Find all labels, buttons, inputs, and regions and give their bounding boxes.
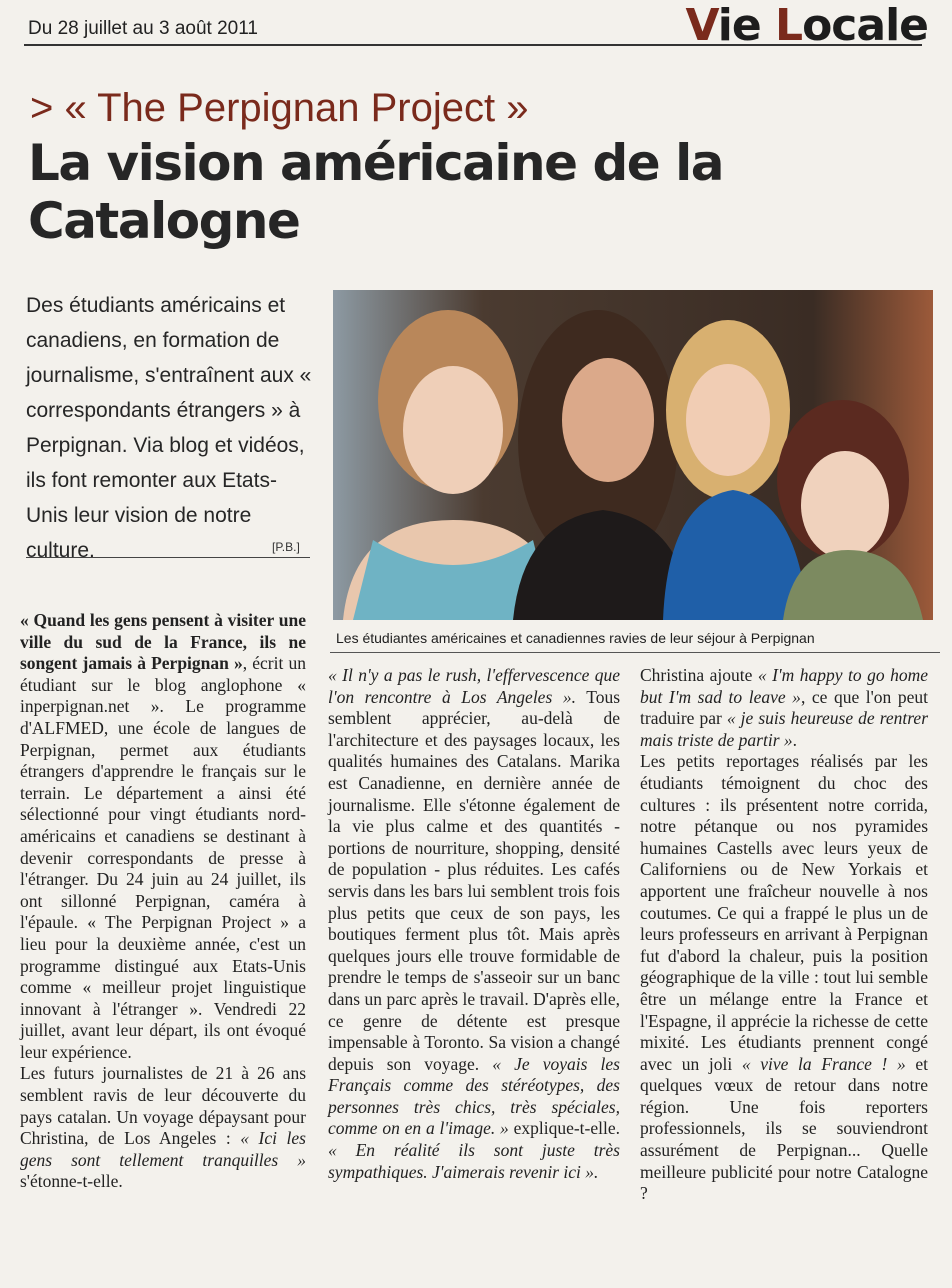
column-3-p2-text: Les petits reportages réalisés par les étudiants témoignent du choc des cultures : ils présentent notre corrida, notre pétanque ou nos pyramides humaines Castells avec leurs yeux de Californiens ou de New Yorkais et apportent une fraîcheur nouvelle à nos coutumes. Ce qui a frappé le plus un de leurs professeurs en arrivant à Perpignan fut d'abord la chaleur, puis la position géographique de la ville : tout lui semble être un mélange entre la France et l'Espagne, il apprécie la richesse de cette mixité. Les étudiants prennent congé avec un joli — [640, 751, 928, 1074]
section-title — [685, 0, 928, 51]
column-2-text-2: explique-t-elle. — [508, 1118, 620, 1139]
column-3-p2-end: et quelques vœux de retour dans notre région. Une fois reporters professionnels, ils se souviendront assurément de Perpignan... Quelle meilleure publicité pour notre Catalogne ? — [640, 1053, 929, 1204]
column-3-p1-mid: , ce que l'on peut traduire par — [640, 686, 928, 729]
christina-quote: « Ici les gens sont tellement tranquilles » — [20, 1128, 306, 1170]
section-title-mid: ie — [717, 0, 776, 51]
quote-los-angeles: « Il n'y a pas le rush, l'effervescence que l'on rencontre à Los Angeles ». — [328, 665, 620, 707]
lead-quote: « Quand les gens pensent à visiter une ville du sud de la France, ils ne songent jamais à Perpignan » — [20, 610, 306, 674]
article-standfirst: Des étudiants américains et canadiens, en formation de journalisme, s'entraînent aux « correspondants étrangers » à Perpignan. Via blog et vidéos, ils font remonter aux Etats-Unis leur vision de notre culture. — [26, 294, 312, 562]
column-1-paragraph-1 — [20, 610, 306, 1063]
quote-translation: « je suis heureuse de rentrer mais triste de partir » — [640, 708, 929, 750]
column-2-paragraph — [328, 665, 620, 1183]
photo-illustration — [333, 290, 933, 620]
section-title-initial-l: L — [775, 0, 803, 51]
quote-happy-to-go-home: « I'm happy to go home but I'm sad to leave » — [640, 665, 928, 707]
quote-sympathiques: « En réalité ils sont juste très sympathiques. J'aimerais revenir ici ». — [328, 1140, 620, 1182]
column-3-paragraph-1 — [640, 665, 928, 751]
article-photo — [333, 290, 933, 620]
column-3-p1-start: Christina ajoute — [640, 665, 758, 685]
article-headline: La vision américaine de la Catalogne — [28, 134, 723, 250]
author-credit: [P.B.] — [272, 540, 300, 554]
column-1-p2-start: Les futurs journalistes de 21 à 26 ans semblent ravis de leur découverte du pays catalan. Un voyage dépaysant pour Christina, de Los Angeles : — [20, 1063, 306, 1149]
section-title-rest: ocale — [802, 0, 928, 51]
quote-vive-la-france: « vive la France ! » — [741, 1053, 906, 1074]
article-kicker: > « The Perpignan Project » — [30, 86, 529, 130]
column-1-text: , écrit un étudiant sur le blog anglophone « inperpignan.net ». Le programme d'ALFMED, une école de langues de Perpignan, permet aux étudiants étrangers d'apprendre le français sur le terrain. Le département a ainsi été sélectionné pour vingt étudiants nord-américains et canadiens se destinant à devenir correspondants de presse à l'étranger. Du 24 juin au 24 juillet, ils ont sillonné Perpignan, caméra à l'épaule. « The Perpignan Project » a lieu pour la deuxième année, c'est un programme distingué aux Etats-Unis comme « meilleur projet linguistique innovant à l'étranger ». Vendredi 22 juillet, avant leur départ, ils ont évoqué leur expérience. — [20, 653, 306, 1062]
quote-stereotypes: « Je voyais les Français comme des stéréotypes, des personnes très chics, très spéciales, comme on en a l'image. » — [328, 1053, 620, 1139]
column-3-paragraph-2 — [640, 751, 928, 1204]
article-column-3 — [640, 665, 928, 1205]
article-column-1 — [20, 610, 306, 1193]
standfirst-rule — [26, 557, 310, 558]
section-title-initial-v: V — [685, 0, 718, 51]
article-column-2 — [328, 665, 620, 1183]
column-1-p2-end: s'étonne-t-elle. — [20, 1171, 123, 1192]
caption-rule — [330, 652, 940, 653]
column-2-text-1: Tous semblent apprécier, au-delà de l'architecture et des paysages locaux, les qualités humaines des Catalans. Marika est Canadienne, en dernière année de journalisme. Elle s'étonne également de la vie plus calme et des quantités - portions de nourriture, shopping, densité de population - plus réduites. Les cafés servis dans les bars lui semblent trois fois plus petits que ceux de son pays, les boutiques ferment plus tôt. Mais après quelques jours elle trouve formidable de prendre le temps de s'asseoir sur un banc dans un parc après le travail. D'après elle, ce genre de détente est presque impensable à Toronto. Sa vision a changé depuis son voyage. — [328, 686, 621, 1074]
column-1-paragraph-2 — [20, 1063, 306, 1193]
dateline: Du 28 juillet au 3 août 2011 — [28, 18, 258, 39]
column-3-p1-end: . — [792, 729, 798, 750]
photo-caption: Les étudiantes américaines et canadiennes ravies de leur séjour à Perpignan — [336, 630, 815, 646]
